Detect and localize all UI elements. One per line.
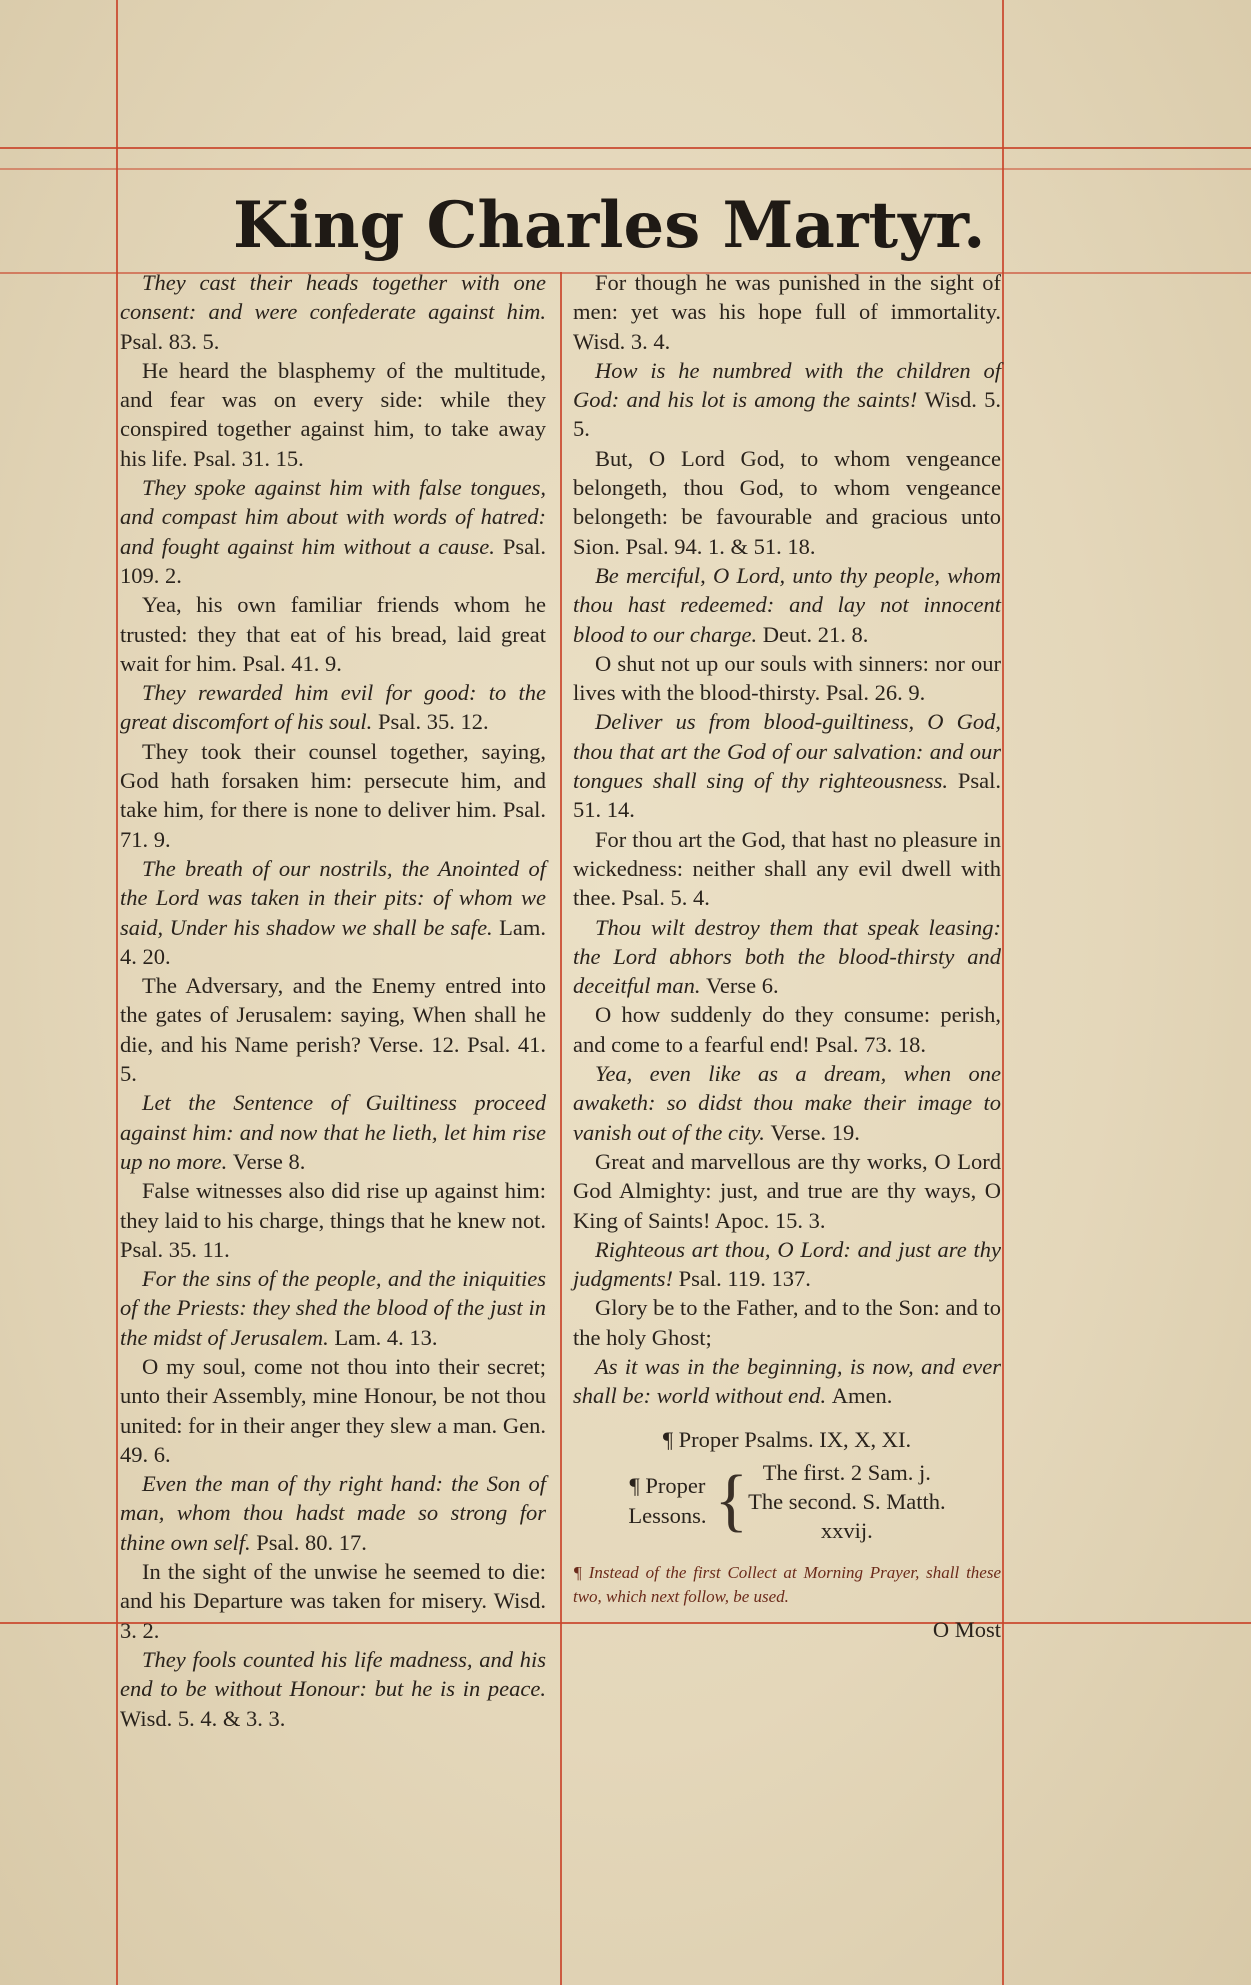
proper-lessons-label-2: Lessons. xyxy=(628,1503,707,1529)
left-verse xyxy=(120,268,546,356)
verse-reference: Wisd. 5. 4. & 3. 3. xyxy=(120,1705,286,1731)
verse-text: Glory be to the Father, and to the Son: and to the holy Ghost; xyxy=(573,1295,1001,1350)
left-verse xyxy=(120,854,546,971)
verse-reference: Psal. 80. 17. xyxy=(256,1529,367,1555)
rule-gutter xyxy=(560,272,562,1985)
lesson-second-cont: xxvij. xyxy=(820,1517,873,1543)
verse-text: He heard the blasphemy of the multitude, and fear was on every side: while they conspired together against him, to take away his life. xyxy=(120,357,546,471)
right-verse xyxy=(573,561,1001,649)
proper-lessons-label-1: ¶ Proper xyxy=(629,1473,706,1499)
verse-reference: Wisd. 5. 5. xyxy=(573,387,1002,442)
verse-reference: Psal. 73. 18. xyxy=(815,1031,927,1057)
verse-text: Even the man of thy right hand: the Son of man, whom thou hadst made so strong for thine own self. xyxy=(120,1471,546,1555)
proper-lessons-items xyxy=(748,1458,945,1545)
verse-text: The breath of our nostrils, the Anointed of the Lord was taken in their pits: of whom we said, Under his shadow we shall be safe. xyxy=(120,855,546,940)
verse-text: They fools counted his life madness, and his end to be without Honour: but he is in peace. xyxy=(120,1646,546,1702)
verse-text: But, O Lord God, to whom vengeance belongeth, thou God, to whom vengeance belongeth: be favourable and gracious unto Sion. xyxy=(573,445,1001,559)
verse-reference: Psal. 5. 4. xyxy=(621,885,710,911)
left-verse xyxy=(120,678,546,737)
verse-reference: Lam. 4. 20. xyxy=(120,914,546,969)
left-verse xyxy=(120,1352,546,1469)
verse-text: Let the Sentence of Guiltiness proceed against him: and now that he lieth, let him rise up no more. xyxy=(120,1090,546,1174)
left-verse xyxy=(120,1557,546,1645)
right-verse xyxy=(573,649,1001,708)
right-verse xyxy=(573,356,1001,444)
right-verse xyxy=(573,1352,1001,1411)
verse-reference: Psal. 119. 137. xyxy=(678,1266,811,1292)
verse-reference: Psal. 51. 14. xyxy=(573,768,1002,823)
verse-reference: Verse. 19. xyxy=(770,1119,860,1145)
rule-head xyxy=(0,168,1251,170)
lesson-second: The second. S. Matth. xyxy=(748,1488,946,1514)
right-verse xyxy=(573,1147,1001,1235)
verse-reference: Verse 8. xyxy=(232,1148,306,1174)
verse-text: They took their counsel together, saying, God hath forsaken him: persecute him, and take him, for there is none to deliver him. xyxy=(120,738,546,823)
left-verse xyxy=(120,1264,546,1352)
rule-top xyxy=(0,147,1251,149)
verse-reference: Psal. 41. 9. xyxy=(242,650,342,676)
verse-reference: Wisd. 3. 2. xyxy=(120,1588,547,1643)
verse-text: The Adversary, and the Enemy entred into the gates of Jerusalem: saying, When shall he die, and his Name perish? xyxy=(120,973,546,1057)
verse-text: Righteous art thou, O Lord: and just are thy judgments! xyxy=(573,1236,1001,1292)
proper-psalms: ¶ Proper Psalms. IX, X, XI. xyxy=(662,1426,912,1452)
right-verse xyxy=(573,825,1001,913)
right-column-verses xyxy=(573,268,1001,1411)
verse-reference: Psal. 71. 9. xyxy=(120,797,546,852)
right-verse xyxy=(573,444,1001,561)
rubric-note: ¶ Instead of the first Collect at Morning Prayer, shall these two, which next follow, be used. xyxy=(573,1562,1001,1606)
verse-text: O how suddenly do they consume: perish, and come to a fearful end! xyxy=(573,1002,1001,1057)
verse-text: For thou art the God, that hast no pleasure in wickedness: neither shall any evil dwell with thee. xyxy=(573,826,1001,911)
right-verse xyxy=(573,913,1001,1001)
verse-text: For though he was punished in the sight of men: yet was his hope full of immortality. xyxy=(573,270,1001,325)
verse-text: Deliver us from blood-guiltiness, O God, thou that art the God of our salvation: and our tongues shall sing of thy righteousness. xyxy=(573,709,1001,794)
verse-reference: Gen. 49. 6. xyxy=(120,1412,546,1467)
brace-glyph: { xyxy=(714,1462,749,1540)
verse-text: O my soul, come not thou into their secret; unto their Assembly, mine Honour, be not thou united: for in their anger they slew a man. xyxy=(120,1353,546,1438)
verse-reference: Lam. 4. 13. xyxy=(334,1324,438,1350)
left-column xyxy=(120,268,546,1733)
left-verse xyxy=(120,590,546,678)
verse-text: Thou wilt destroy them that speak leasing: the Lord abhors both the blood-thirsty and deceitful man. xyxy=(573,914,1001,999)
verse-text: False witnesses also did rise up against him: they laid to his charge, things that he knew not. xyxy=(120,1178,546,1233)
verse-reference: Apoc. 15. 3. xyxy=(714,1207,826,1233)
right-column xyxy=(573,268,1001,1644)
left-verse xyxy=(120,1469,546,1557)
rule-left-margin xyxy=(116,0,118,1985)
verse-reference: Psal. 94. 1. & 51. 18. xyxy=(625,533,816,559)
verse-text: In the sight of the unwise he seemed to die: and his Departure was taken for misery. xyxy=(120,1559,546,1614)
left-verse xyxy=(120,737,546,854)
right-verse xyxy=(573,1293,1001,1352)
verse-text: How is he numbred with the children of God: and his lot is among the saints! xyxy=(573,357,1001,413)
left-verse xyxy=(120,356,546,473)
verse-reference: Psal. 109. 2. xyxy=(120,533,546,588)
verse-text: Be merciful, O Lord, unto thy people, whom thou hast redeemed: and lay not innocent blood to our charge. xyxy=(573,562,1001,647)
left-verse xyxy=(120,1088,546,1176)
verse-text: As it was in the beginning, is now, and ever shall be: world without end. xyxy=(573,1353,1001,1409)
verse-reference: Verse 6. xyxy=(706,973,779,999)
verse-reference: Psal. 31. 15. xyxy=(193,445,304,471)
verse-reference: Psal. 35. 11. xyxy=(120,1236,230,1262)
left-verse xyxy=(120,473,546,590)
verse-text: Great and marvellous are thy works, O Lord God Almighty: just, and true are thy ways, O King of Saints! xyxy=(573,1148,1001,1233)
verse-text: Yea, his own familiar friends whom he trusted: they that eat of his bread, laid great wait for him. xyxy=(120,592,546,676)
catchword: O Most xyxy=(932,1616,1001,1642)
right-verse xyxy=(573,268,1001,356)
proper-lessons xyxy=(573,1458,1001,1545)
verse-reference: Psal. 26. 9. xyxy=(825,680,926,706)
lesson-first: The first. 2 Sam. j. xyxy=(762,1459,931,1485)
verse-reference: Psal. 35. 12. xyxy=(377,709,489,735)
verse-reference: Deut. 21. 8. xyxy=(762,621,869,647)
left-verse xyxy=(120,1645,546,1733)
page-title: King Charles Martyr. xyxy=(233,188,986,263)
left-verse xyxy=(120,971,546,1088)
verse-text: They cast their heads together with one consent: and were confederate against him. xyxy=(120,270,546,325)
proper-lessons-label xyxy=(628,1471,714,1531)
verse-reference: Amen. xyxy=(831,1383,893,1409)
verse-text: They rewarded him evil for good: to the great discomfort of his soul. xyxy=(120,680,546,735)
verse-text: O shut not up our souls with sinners: nor our lives with the blood-thirsty. xyxy=(573,650,1001,706)
right-verse xyxy=(573,1000,1001,1059)
verse-text: They spoke against him with false tongues, and compast him about with words of hatred: and fought against him without a cause. xyxy=(120,475,546,559)
verse-text: For the sins of the people, and the iniquities of the Priests: they shed the blood of the just in the midst of Jerusalem. xyxy=(120,1266,546,1350)
left-verse xyxy=(120,1176,546,1264)
verse-reference: Psal. 83. 5. xyxy=(120,328,220,354)
right-verse xyxy=(573,707,1001,824)
right-verse xyxy=(573,1059,1001,1147)
right-verse xyxy=(573,1235,1001,1294)
verse-reference: Wisd. 3. 4. xyxy=(573,328,671,354)
verse-text: Yea, even like as a dream, when one awaketh: so didst thou make their image to vanish out of the city. xyxy=(573,1061,1001,1145)
verse-reference: Verse. 12. Psal. 41. 5. xyxy=(120,1031,546,1087)
rule-right-margin xyxy=(1002,0,1004,1985)
